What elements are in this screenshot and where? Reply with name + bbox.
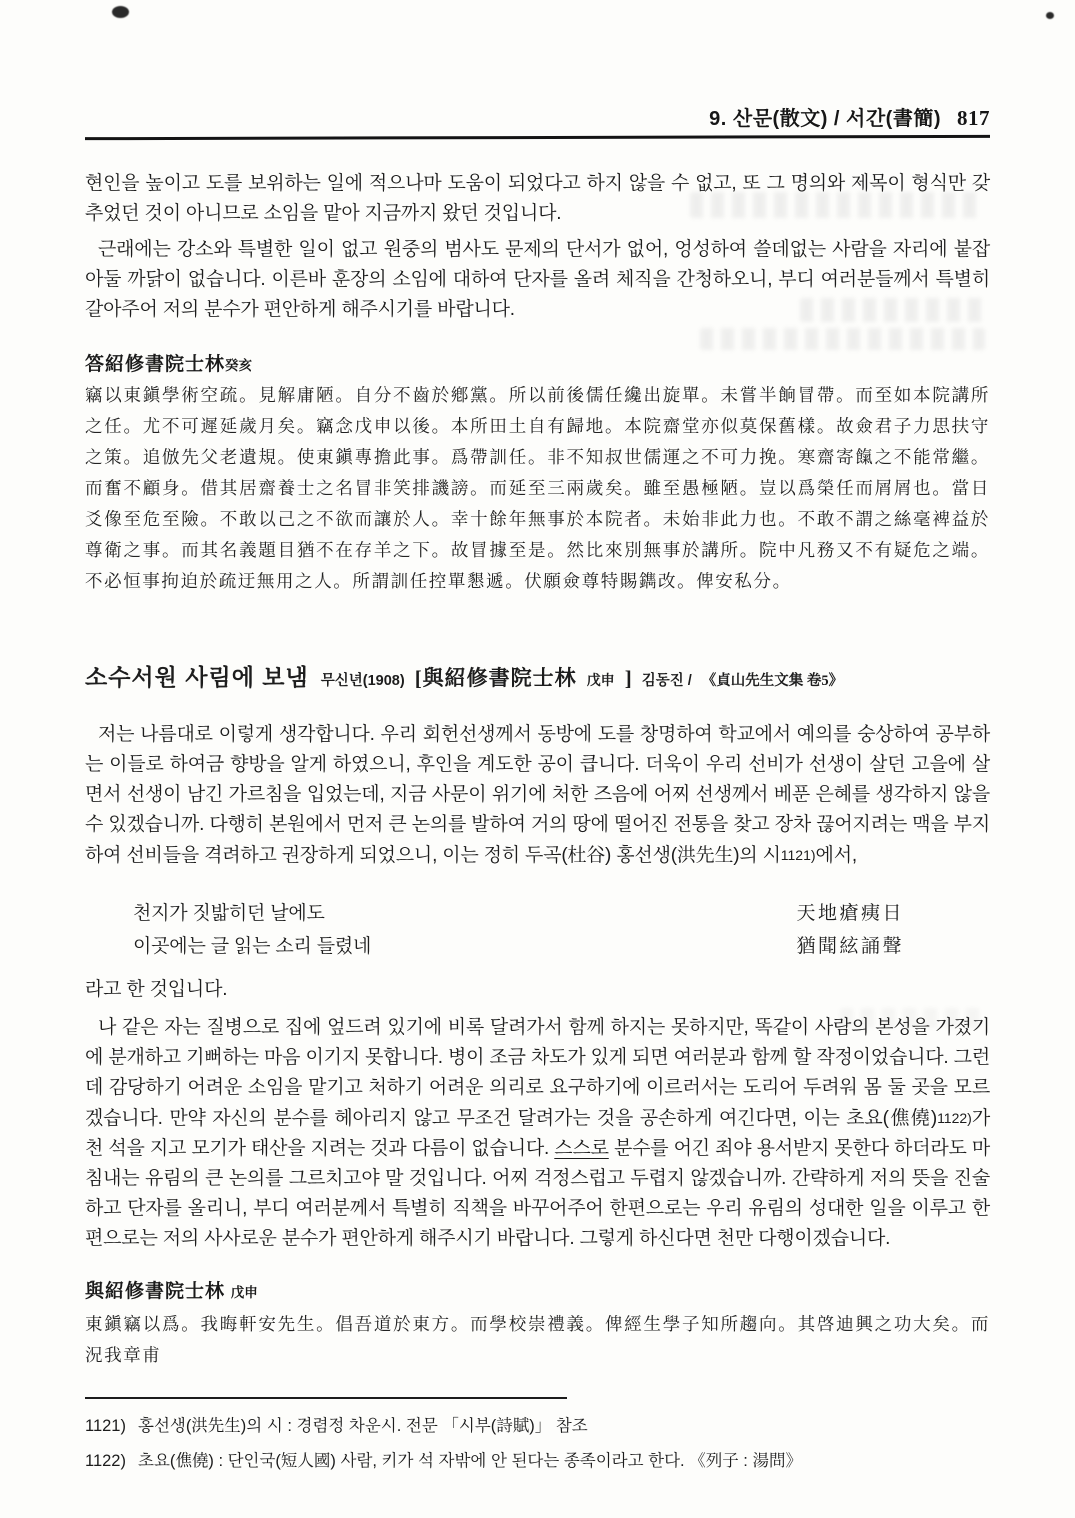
hanmun-title-date: 戊申 xyxy=(230,1285,258,1300)
underlined-phrase: 스스로 xyxy=(554,1138,609,1159)
hanmun-title-text: 與紹修書院士林 xyxy=(85,1281,226,1302)
paragraph-text: 에서, xyxy=(815,845,857,866)
letter-title-hanja-date: 戊申 xyxy=(586,674,615,689)
footnote-ref-1122: 1122) xyxy=(937,1110,972,1126)
footnote xyxy=(85,1449,990,1474)
letter-1-translation xyxy=(85,169,990,325)
author-name: 김동진 / xyxy=(641,673,692,689)
paragraph-text: 저는 나름대로 이렇게 생각합니다. 우리 회헌선생께서 동방에 도를 창명하여 학교에서 예의를 숭상하여 공부하는 이들로 하여금 향방을 알게 하였으니, 후인을 계도한 공이 큽니다. 더욱이 우리 선비가 선생이 살던 고을에 살면서 선생이 남긴 가르침을 입었는데, 지금 사문이 위기에 처한 즈음에 어찌 선생께서 베푼 은혜를 생각하지 않을 수 있겠습니까. 다행히 본원에서 먼저 큰 논의를 발하여 거의 땅에 떨어진 전통을 찾고 장차 끊어지려는 맥을 부지하여 선비들을 격려하고 권장하게 되었으니, 이는 정히 두곡(杜谷) 홍선생(洪先生)의 시 xyxy=(85,724,990,866)
source-citation: 《貞山先生文集 卷5》 xyxy=(701,673,844,689)
paragraph-text: 분수를 어긴 죄야 용서받지 못한다 하더라도 마침내는 유림의 큰 논의를 그르치고야 말 것입니다. 어찌 걱정스럽고 두렵지 않겠습니까. 간략하게 저의 뜻을 진술하고 단자를 올리니, 부디 여러분께서 특별히 직책을 바꾸어주어 한편으로는 우리 유림의 성대한 일을 이루고 한편으로는 저의 사사로운 분수가 편안하게 해주시기 바랍니다. 그렇게 하신다면 천만 다행이겠습니다. xyxy=(85,1138,990,1249)
hanmun-title-text: 答紹修書院士林 xyxy=(85,354,226,375)
poem-line xyxy=(85,897,990,930)
chapter-title: 9. 산문(散文) / 서간(書簡) xyxy=(709,108,941,130)
page-number: 817 xyxy=(957,106,990,130)
letter-title-bracket: ] xyxy=(624,666,632,690)
letter-title-hanja: [與紹修書院士林 xyxy=(414,666,577,690)
footnote-number: 1122) xyxy=(85,1452,126,1470)
letter-title-korean: 소수서원 사림에 보냄 xyxy=(85,664,309,690)
poem-quote xyxy=(85,897,990,963)
poem-korean: 이곳에는 글 읽는 소리 들렸네 xyxy=(133,936,372,957)
paragraph-text: 나 같은 자는 질병으로 집에 엎드려 있기에 비록 달려가서 함께 하지는 못하지만, 똑같이 사람의 본성을 가졌기에 분개하고 기뻐하는 마음 이기지 못합니다. 병이 조금 차도가 있게 되면 여러분과 함께 할 작정이었습니다. 그런데 감당하기 어려운 소임을 맡기고 처하기 어려운 의리로 요구하기에 이르러서는 도리어 두려워 몸 둘 곳을 모르겠습니다. 만약 자신의 분수를 헤아리지 않고 무조건 달려가는 것을 공손하게 여긴다면, 이는 초요(僬僥) xyxy=(85,1017,990,1129)
poem-hanja: 猶聞絃誦聲 xyxy=(796,936,904,957)
paragraph xyxy=(85,720,990,871)
footnotes-section xyxy=(85,1397,990,1474)
letter-2 xyxy=(85,659,990,1371)
hanmun-body: 竊以東鎭學術空疏。見解庸陋。自分不齒於鄕黨。所以前後儒任纔出旋單。未嘗半餉冒帶。而至如本院講所之任。尤不可遲延歲月矣。竊念戊申以後。本所田土自有歸地。本院齋堂亦似莫保舊樣。故僉君子力思扶守之策。追倣先父老遺規。使東鎭專擔此事。爲帶訓任。非不知叔世儒運之不可力挽。寒齋寄餼之不能常繼。而奮不顧身。借其居齋養士之名冒非笑排譏謗。而延至三兩歲矣。雖至愚極陋。豈以爲榮任而屑屑也。當日爻像至危至險。不敢以己之不欲而讓於人。幸十餘年無事於本院者。未始非此力也。不敢不謂之絲毫裨益於尊衛之事。而其名義題目猶不在存羊之下。故冒據至是。然比來別無事於講所。院中凡務又不有疑危之端。不必恒事拘迫於疏迂無用之人。所謂訓任控單懇遞。伏願僉尊特賜鐫改。俾安私分。 xyxy=(85,385,990,591)
footnote xyxy=(85,1414,990,1439)
hanmun-title-date: 癸亥 xyxy=(225,358,253,373)
paragraph: 라고 한 것입니다. xyxy=(85,979,228,1000)
paragraph: 현인을 높이고 도를 보위하는 일에 적으나마 도움이 되었다고 하지 않을 수 없고, 또 그 명의와 제목이 형식만 갖추었던 것이 아니므로 소임을 맡아 지금까지 왔던 것입니다. xyxy=(85,173,990,224)
footnote-text: 초요(僬僥) : 단인국(短人國) 사람, 키가 석 자밖에 안 된다는 종족이라고 한다. 《列子 : 湯問》 xyxy=(138,1452,802,1470)
scan-speck xyxy=(1046,12,1054,19)
letter-heading xyxy=(85,659,990,692)
footnote-rule xyxy=(85,1397,567,1399)
page-header xyxy=(85,0,990,139)
header-rule xyxy=(85,135,990,140)
footnote-ref-1121: 1121) xyxy=(780,847,816,863)
footnote-number: 1121) xyxy=(85,1417,126,1435)
hanmun-body: 東鎭竊以爲。我晦軒安先生。倡吾道於東方。而學校崇禮義。俾經生學子知所趨向。其啓迪興之功大矣。而況我章甫 xyxy=(85,1314,990,1365)
paragraph-text: 가 천 석을 지고 모기가 태산을 지려는 것과 다름이 없습니다. xyxy=(85,1108,990,1159)
poem-line xyxy=(85,930,990,963)
poem-korean: 천지가 짓밟히던 날에도 xyxy=(133,903,325,924)
hanmun-letter-title xyxy=(85,349,990,376)
letter-1-hanmun xyxy=(85,349,990,597)
footnote-text: 홍선생(洪先生)의 시 : 경렴정 차운시. 전문 「시부(詩賦)」 참조 xyxy=(138,1417,588,1435)
paragraph xyxy=(85,1013,990,1254)
letter-title-year: 무신년(1908) xyxy=(320,673,405,689)
paragraph: 근래에는 강소와 특별한 일이 없고 원중의 범사도 문제의 단서가 없어, 엉성하여 쓸데없는 사람을 자리에 붙잡아둘 까닭이 없습니다. 이른바 훈장의 소임에 대하여 단자를 올려 체직을 간청하오니, 부디 여러분들께서 특별히 갈아주어 저의 분수가 편안하게 해주시기를 바랍니다. xyxy=(85,239,990,320)
hanmun-letter-title xyxy=(85,1276,990,1303)
scan-speck xyxy=(112,6,129,18)
poem-hanja: 天地瘡痍日 xyxy=(796,903,904,924)
